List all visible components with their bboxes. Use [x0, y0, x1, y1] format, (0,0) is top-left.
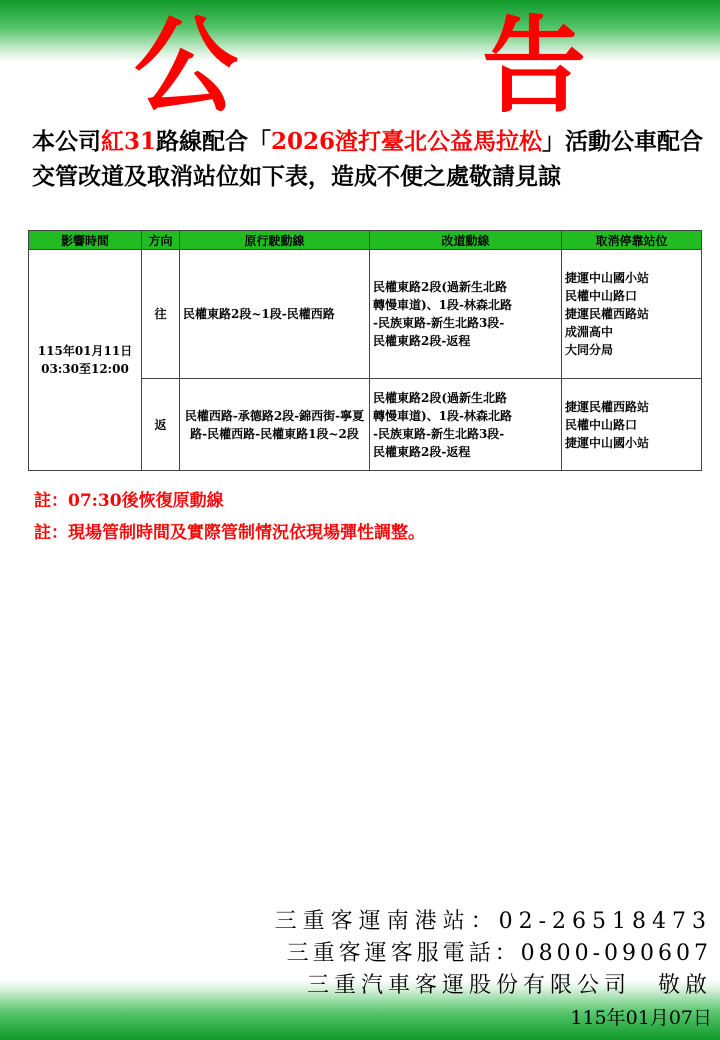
stop-item: 捷運民權西路站 — [565, 307, 650, 321]
header-affected-time: 影響時間 — [29, 231, 142, 250]
original-route-cell: 民權西路-承德路2段-錦西街-寧夏路-民權西路-民權東路1段~2段 — [180, 379, 370, 471]
footer-station-phone: 三重客運南港站：02-26518473 — [274, 909, 712, 934]
stop-item: 民權中山路口 — [565, 289, 638, 303]
affected-time-range: 03:30至12:00 — [41, 362, 129, 376]
stop-item: 捷運民權西路站 — [565, 399, 650, 414]
detour-line: -民族東路-新生北路3段- — [373, 316, 505, 330]
note-restore-time: 註：07:30後恢復原動線 — [34, 491, 224, 511]
stop-item: 捷運中山國小站 — [565, 435, 650, 450]
notice-title: 公 告 — [133, 5, 656, 127]
table-row — [29, 250, 702, 379]
cancelled-stops-cell — [562, 379, 702, 471]
stop-item: 大同分局 — [565, 343, 614, 357]
route-name: 紅31 — [101, 128, 157, 155]
footer-company-signature: 三重汽車客運股份有限公司 敬啟 — [306, 973, 712, 998]
detour-line: 轉慢車道)、1段-林森北路 — [373, 408, 513, 423]
detour-line: 轉慢車道)、1段-林森北路 — [373, 298, 513, 312]
footer-date: 115年01月07日 — [570, 1007, 712, 1029]
detour-line: 民權東路2段(過新生北路 — [373, 280, 508, 294]
stop-item: 民權中山路口 — [565, 417, 638, 432]
table-header-row — [29, 231, 702, 250]
header-original-route: 原行駛動線 — [180, 231, 370, 250]
direction-cell: 返 — [142, 379, 180, 471]
detour-line: 民權東路2段-返程 — [373, 334, 471, 348]
affected-time-cell — [29, 250, 142, 471]
original-route-cell: 民權東路2段~1段-民權西路 — [180, 250, 370, 379]
detour-table — [28, 230, 702, 471]
direction-cell: 往 — [142, 250, 180, 379]
header-cancelled-stops: 取消停靠站位 — [562, 231, 702, 250]
stop-item: 捷運中山國小站 — [565, 271, 650, 285]
detour-line: 民權東路2段(過新生北路 — [373, 390, 508, 405]
affected-date: 115年01月11日 — [37, 344, 133, 358]
header-detour-route: 改道動線 — [370, 231, 562, 250]
intro-text-part1: 本公司 — [32, 128, 101, 155]
detour-line: 民權東路2段-返程 — [373, 444, 471, 459]
detour-route-cell — [370, 379, 562, 471]
header-direction: 方向 — [142, 231, 180, 250]
intro-text-part3: 」活動公車配合交管改道及取消站位如下表，造成不便之處敬請見諒 — [32, 128, 704, 190]
stop-item: 成淵高中 — [565, 325, 614, 339]
detour-route-cell — [370, 250, 562, 379]
intro-text-part2: 路線配合「 — [156, 128, 272, 155]
footer-service-phone: 三重客運客服電話：0800-090607 — [286, 941, 712, 966]
detour-line: -民族東路-新生北路3段- — [373, 426, 505, 441]
note-flexible-control: 註：現場管制時間及實際管制情況依現場彈性調整。 — [34, 523, 425, 543]
event-name: 2026渣打臺北公益馬拉松 — [271, 128, 543, 155]
intro-text — [32, 124, 712, 194]
cancelled-stops-cell — [562, 250, 702, 379]
